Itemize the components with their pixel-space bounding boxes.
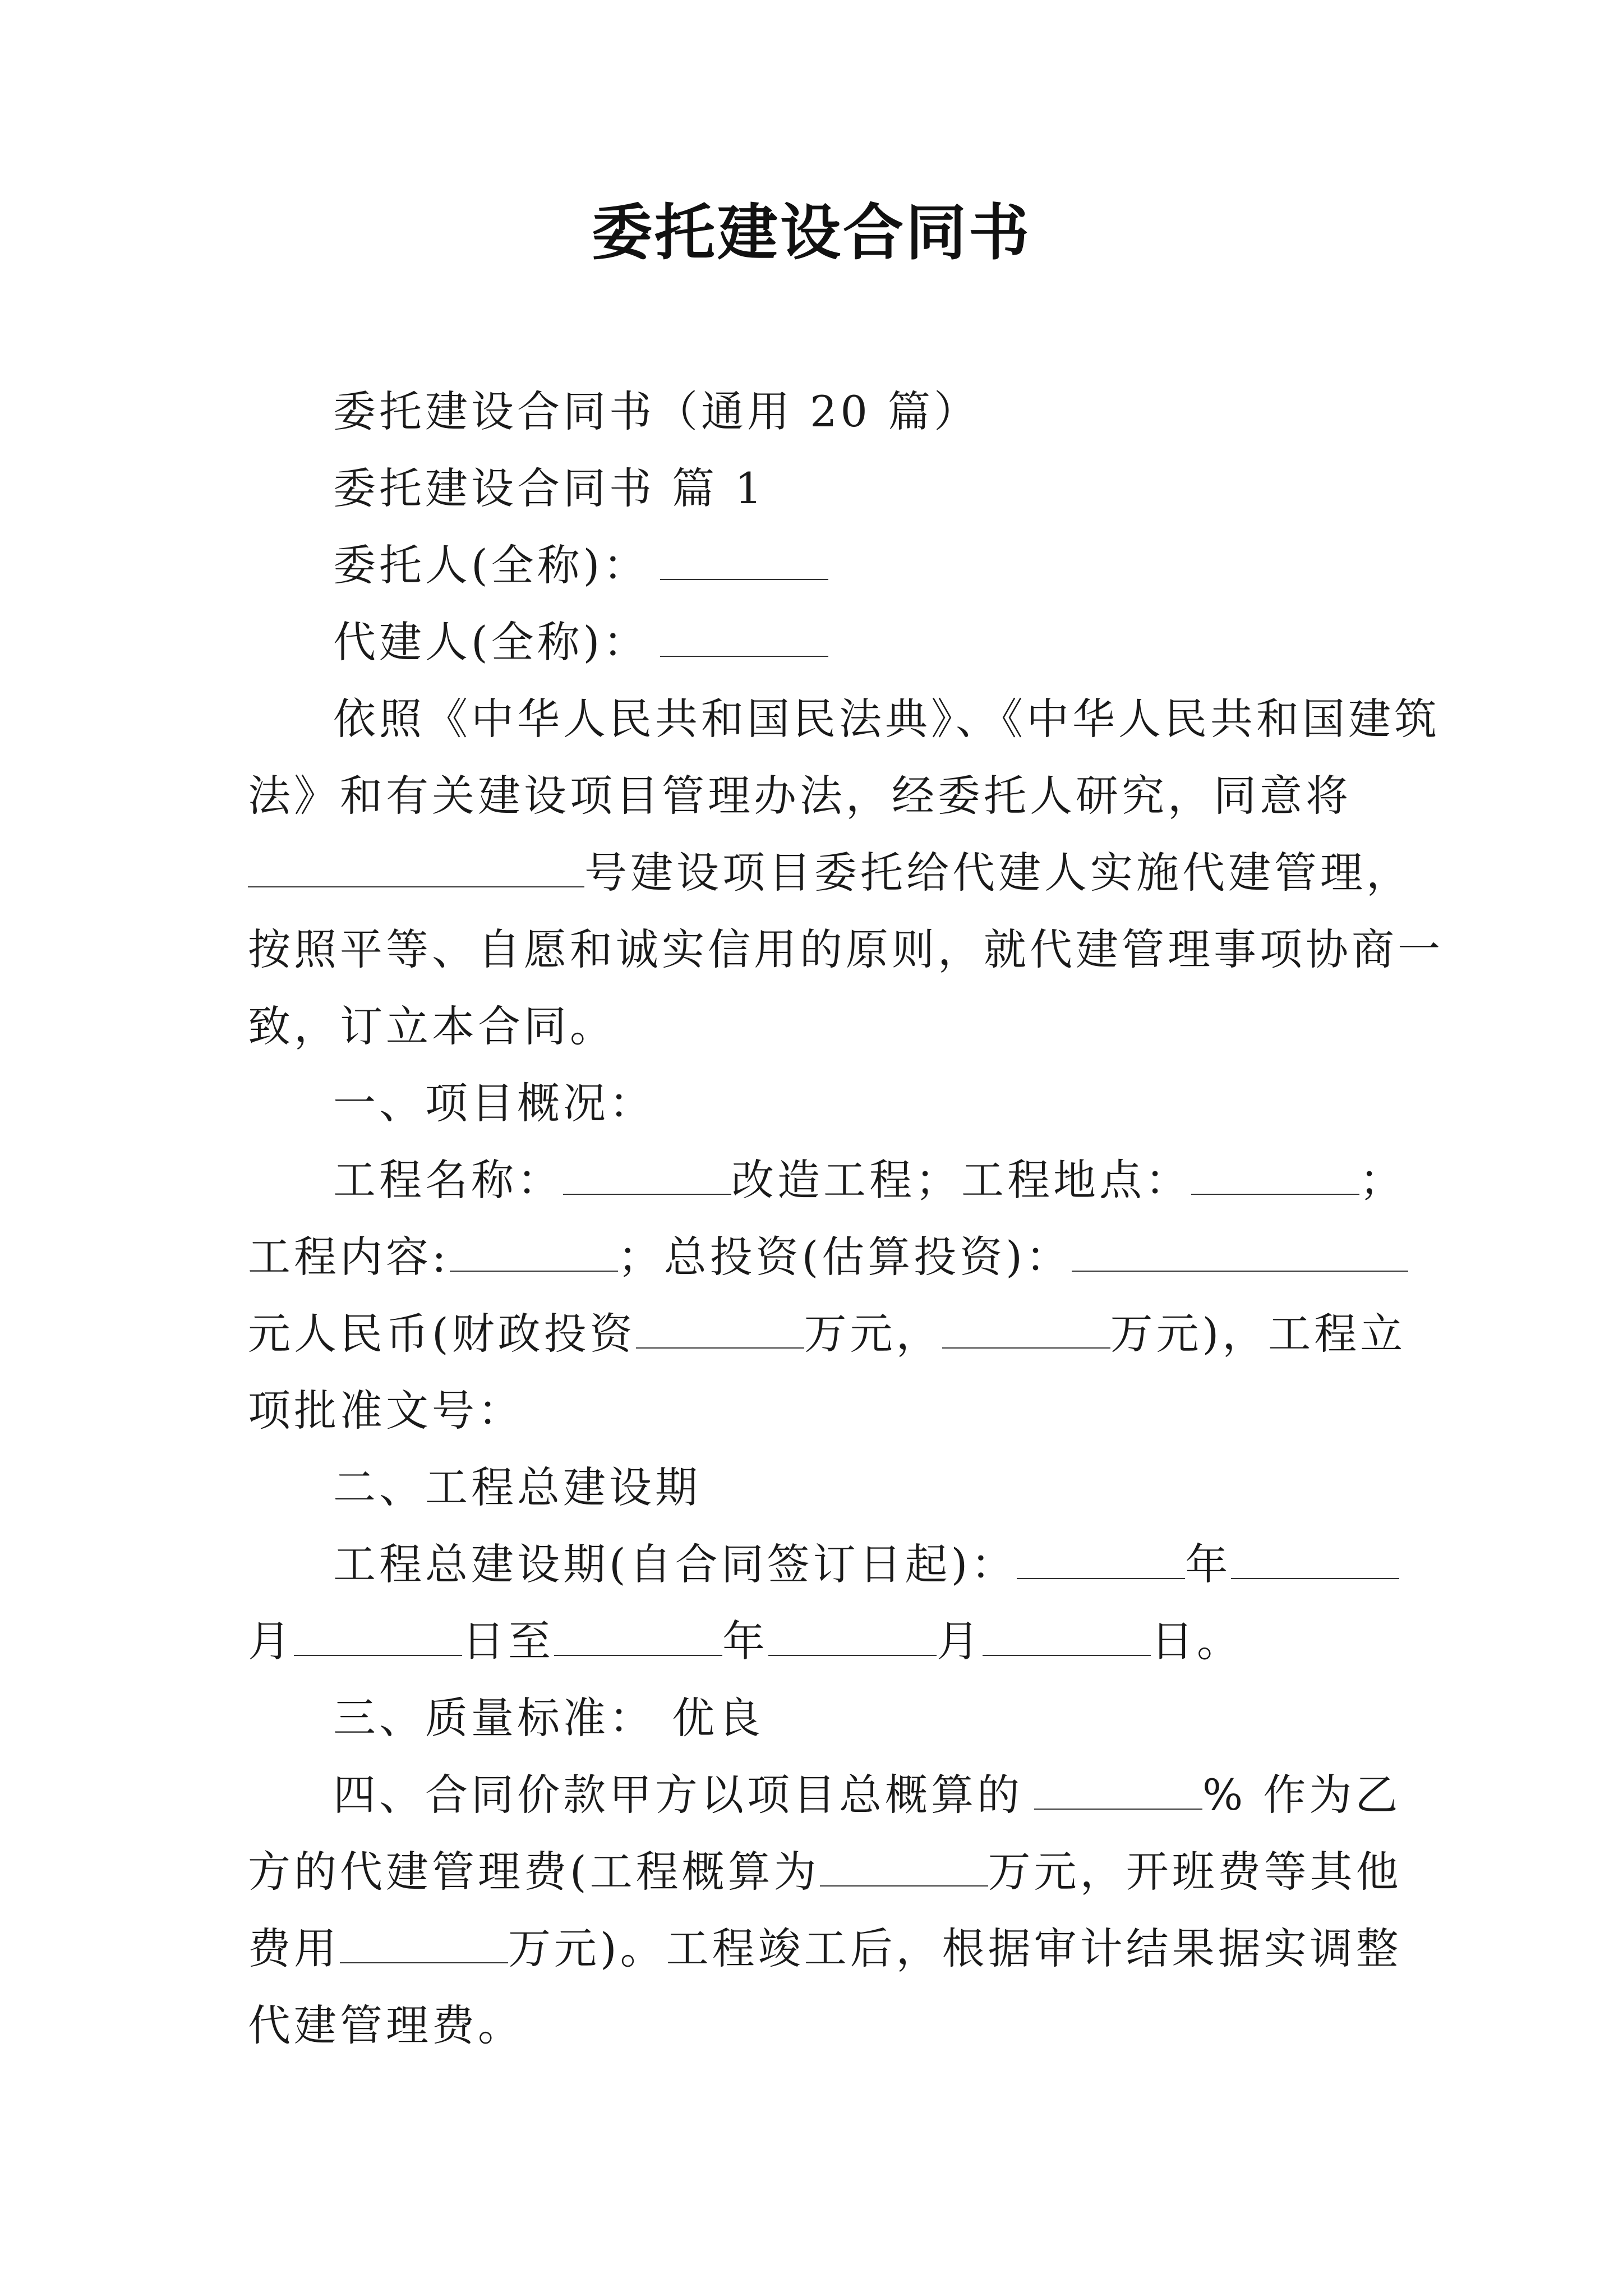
paragraph-text: 按照平等、自愿和诚实信用的原则，就代建管理事项协商一 (248, 924, 1444, 974)
project-blank (248, 854, 584, 887)
heading-quality-standard (248, 1680, 1384, 1756)
paragraph-text: 号建设项目委托给代建人实施代建管理， (584, 848, 1412, 898)
approval-line (248, 1372, 1384, 1449)
fee-line (248, 1910, 1402, 1987)
project-location-label: 改造工程；工程地点： (731, 1155, 1191, 1205)
unit-text: 日。 (1151, 1616, 1243, 1666)
project-name-line (248, 1142, 1405, 1218)
paragraph-line (248, 757, 1384, 834)
fee-text: 万元，开班费等其他 (988, 1847, 1402, 1897)
fiscal-investment-blank (636, 1315, 804, 1349)
agent-line (248, 604, 1384, 680)
fee-line (248, 1987, 1384, 2064)
period-line (248, 1603, 1384, 1680)
heading-text: 二、工程总建设期 (333, 1462, 701, 1512)
fee-text: 费用 (248, 1924, 340, 1973)
end-month-blank (768, 1622, 937, 1656)
other-investment-blank (942, 1315, 1110, 1349)
agent-label: 代建人(全称)： (333, 617, 649, 667)
investment-line (248, 1295, 1407, 1372)
agent-blank (660, 623, 828, 657)
paragraph-line (248, 911, 1444, 988)
heading-text: 三、质量标准： 优良 (333, 1693, 764, 1743)
fee-line (248, 1756, 1401, 1833)
unit-text: 年 (1185, 1539, 1232, 1589)
unit-text: 年 (722, 1616, 768, 1666)
unit-text: 万元， (804, 1309, 942, 1359)
period-line (248, 1526, 1384, 1603)
paragraph-text: 依照《中华人民共和国民法典》、《中华人民共和国建筑 (333, 694, 1440, 744)
end-day-blank (983, 1622, 1151, 1656)
fee-percent-blank (1034, 1776, 1202, 1810)
paragraph-line (248, 834, 1412, 911)
fee-line (248, 1833, 1402, 1910)
heading-project-overview (248, 1065, 1384, 1142)
fee-label: 四、合同价款甲方以项目总概算的 (333, 1770, 1023, 1820)
total-investment-label: ；总投资(估算投资)： (617, 1232, 1072, 1282)
fee-text: 代建管理费。 (248, 2000, 524, 2050)
total-investment-blank (1072, 1238, 1408, 1272)
end-year-blank (554, 1622, 722, 1656)
paragraph-text: 致，订立本合同。 (248, 1001, 616, 1051)
client-blank (660, 546, 828, 580)
project-name-blank (563, 1161, 731, 1195)
approval-label: 项批准文号： (248, 1386, 524, 1435)
unit-text: 日至 (462, 1616, 554, 1666)
project-location-blank (1191, 1161, 1359, 1195)
project-content-line (248, 1218, 1384, 1295)
section-title-line (248, 450, 1384, 527)
heading-construction-period (248, 1449, 1384, 1526)
punctuation: ； (1359, 1155, 1405, 1205)
unit-text: 万元)，工程立 (1110, 1309, 1407, 1359)
project-content-label: 工程内容: (248, 1232, 450, 1282)
rmb-label: 元人民币(财政投资 (248, 1309, 636, 1359)
unit-text: 月 (937, 1616, 983, 1666)
project-name-label: 工程名称： (333, 1155, 563, 1205)
start-month-blank (1231, 1545, 1399, 1579)
heading-text: 一、项目概况： (333, 1078, 655, 1128)
paragraph-line (248, 988, 1384, 1065)
fee-text: 万元)。工程竣工后，根据审计结果据实调整 (508, 1924, 1402, 1973)
fee-text: % 作为乙 (1202, 1770, 1401, 1820)
period-label: 工程总建设期(自合同签订日起)： (333, 1539, 1017, 1589)
budget-blank (820, 1853, 988, 1887)
other-fee-blank (340, 1930, 508, 1963)
section-title-text: 委托建设合同书 篇 1 (333, 463, 766, 513)
paragraph-text: 法》和有关建设项目管理办法，经委托人研究，同意将 (248, 771, 1352, 821)
unit-text: 月 (248, 1616, 294, 1666)
start-year-blank (1017, 1545, 1185, 1579)
document-body (248, 373, 1444, 2064)
fee-text: 方的代建管理费(工程概算为 (248, 1847, 820, 1897)
start-day-blank (294, 1622, 462, 1656)
subtitle-text: 委托建设合同书（通用 20 篇） (333, 386, 980, 436)
document-title: 委托建设合同书 (591, 197, 1031, 268)
paragraph-line (248, 680, 1440, 757)
project-content-blank (450, 1238, 618, 1272)
subtitle-line (248, 373, 1384, 450)
client-line (248, 527, 1384, 604)
client-label: 委托人(全称)： (333, 540, 649, 590)
